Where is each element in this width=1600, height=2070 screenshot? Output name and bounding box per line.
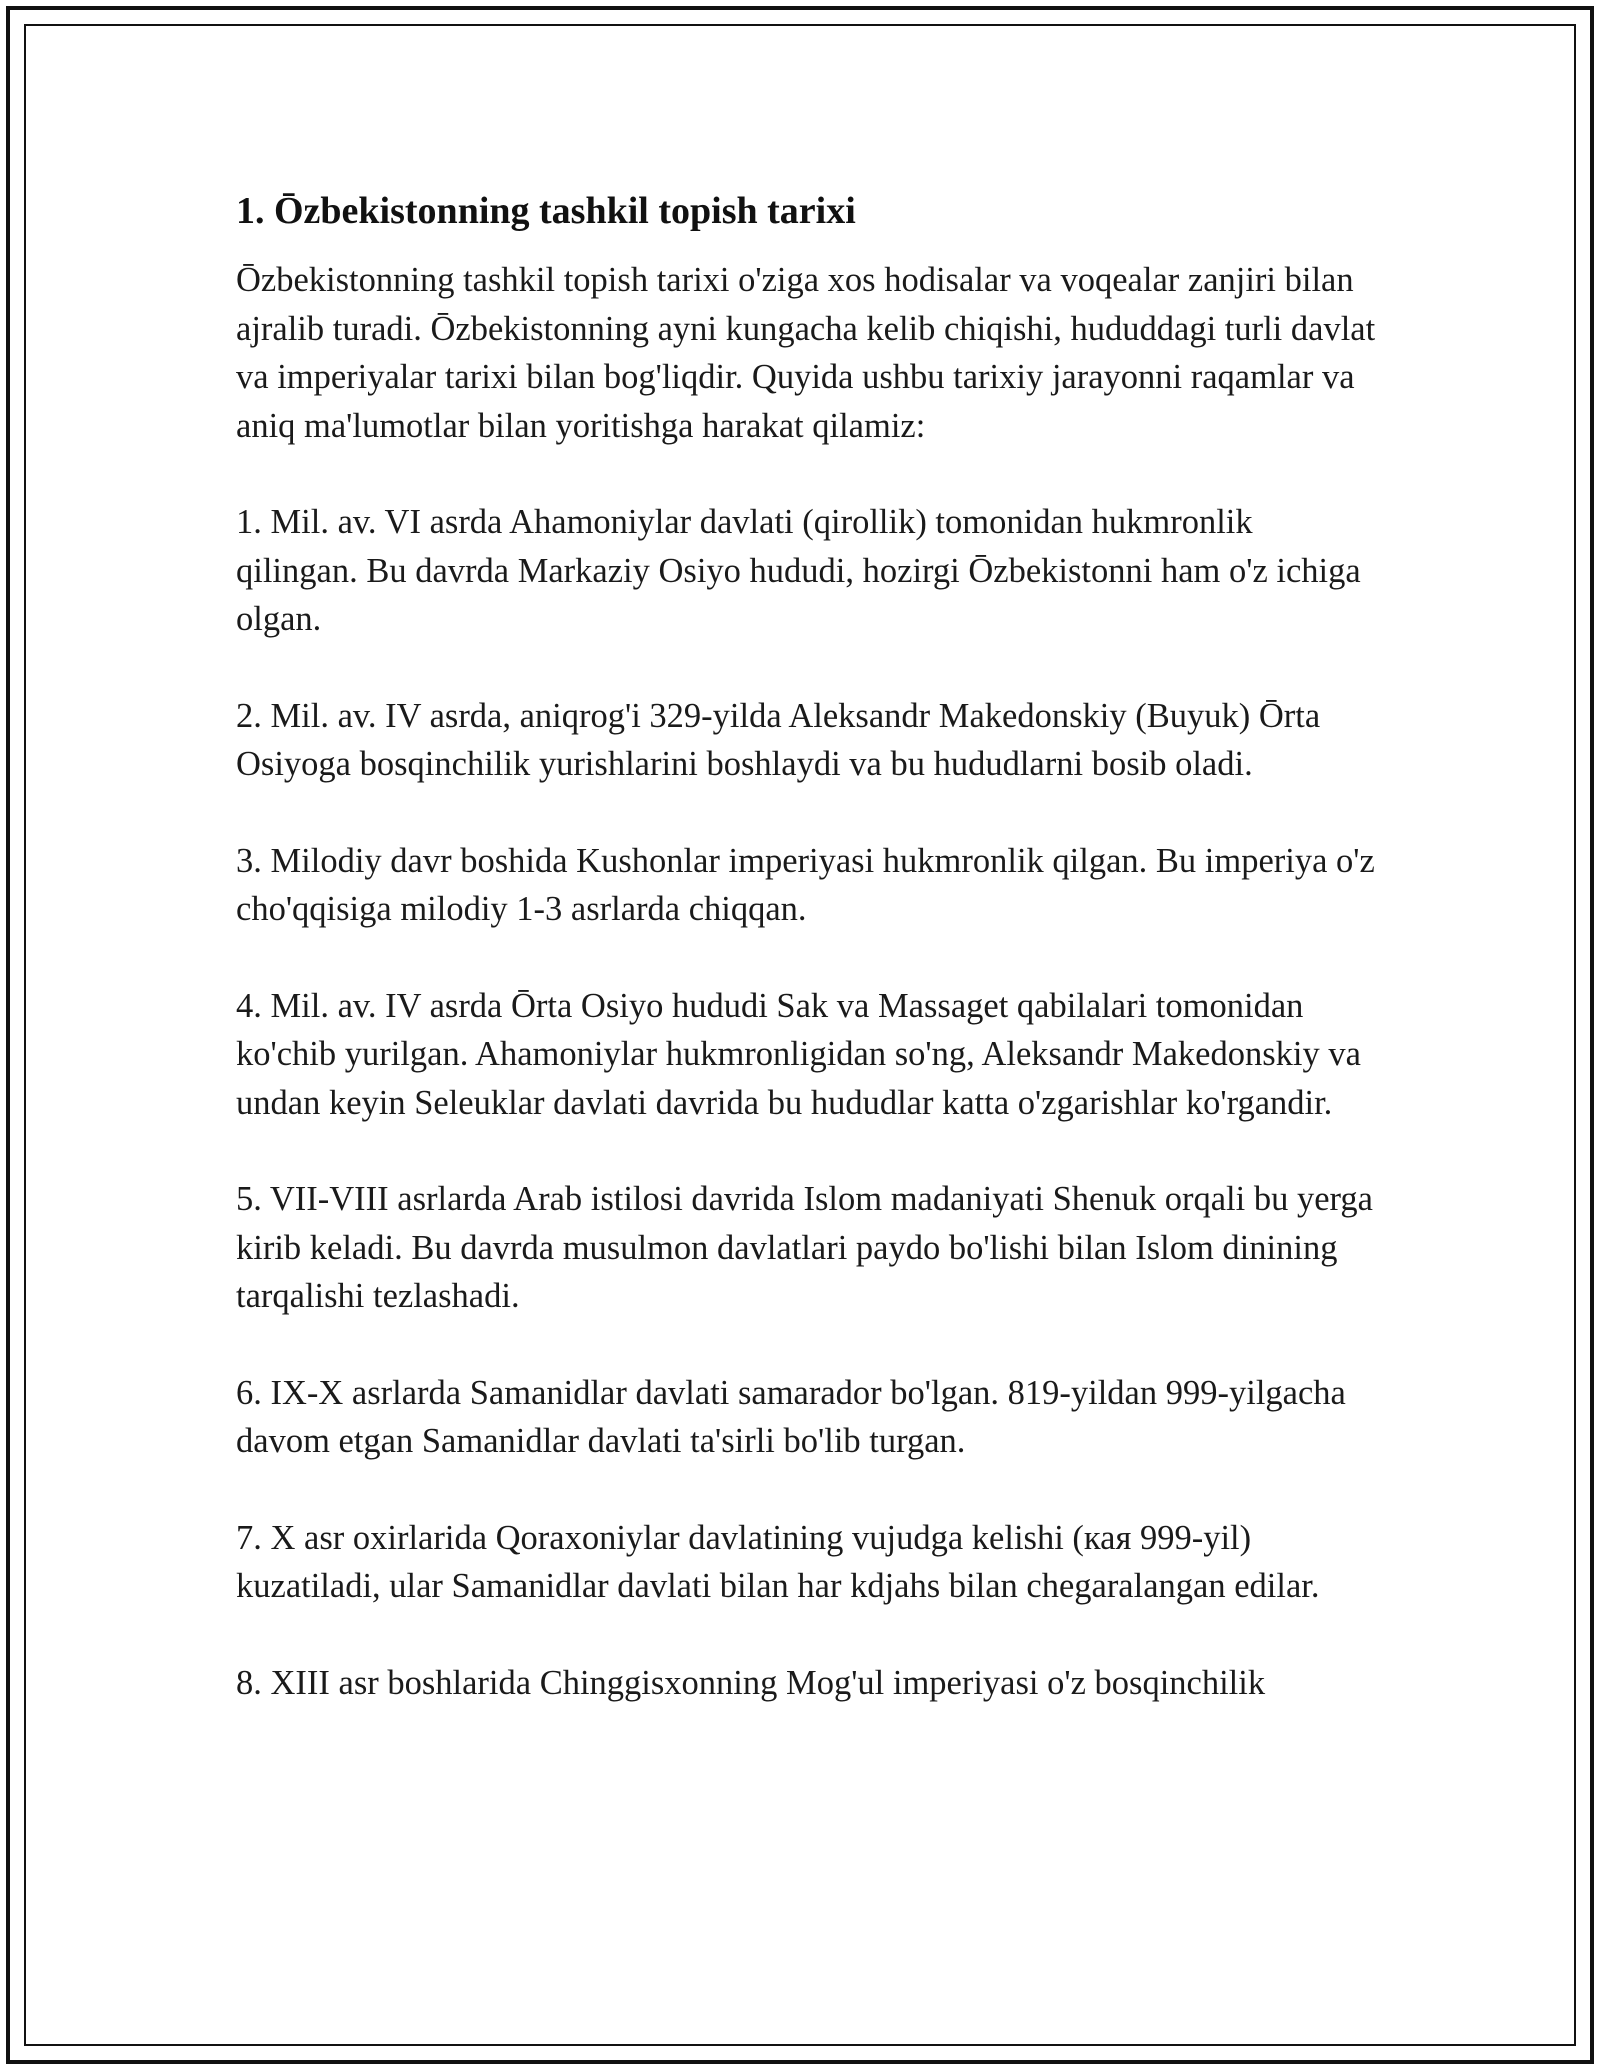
list-item-4: 4. Mil. av. IV asrda Ōrta Osiyo hududi Sak va Massaget qabilalari tomonidan ko'chib yurilgan. Ahamoniylar hukmronligidan so'ng, Aleksandr Makedonskiy va undan keyin Seleuklar davlati davrida bu hududlar katta o'zgarishlar ko'rgandir. [236,986,1361,1122]
list-item-5: 5. VII-VIII asrlarda Arab istilosi davrida Islom madaniyati Shenuk orqali bu yerga kirib keladi. Bu davrda musulmon davlatlari paydo bo'lishi bilan Islom dinining tarqalishi tezlashadi. [236,1180,1373,1315]
list-item-8: 8. XIII asr boshlarida Chinggisxonning Mog'ul imperiyasi o'z bosqinchilik [236,1663,1266,1702]
list-item-2: 2. Mil. av. IV asrda, aniqrog'i 329-yilda Aleksandr Makedonskiy (Buyuk) Ōrta Osiyoga bosqinchilik yurishlarini boshlaydi va bu hududlarni bosib oladi. [236,696,1321,783]
list-item-6: 6. IX-X asrlarda Samanidlar davlati samarador bo'lgan. 819-yildan 999-yilgacha davom etgan Samanidlar davlati ta'sirli bo'lib turgan. [236,1373,1346,1460]
document-body [236,256,1376,1707]
list-item-7: 7. X asr oxirlarida Qoraxoniylar davlatining vujudga kelishi (кая 999-yil) kuzatiladi, ular Samanidlar davlati bilan har kdjahs bilan chegaralangan edilar. [236,1518,1320,1605]
document-content [236,186,1376,1755]
list-item-3: 3. Milodiy davr boshida Kushonlar imperiyasi hukmronlik qilgan. Bu imperiya o'z cho'qqisiga milodiy 1-3 asrlarda chiqqan. [236,841,1375,928]
list-item-1: 1. Mil. av. VI asrda Ahamoniylar davlati (qirollik) tomonidan hukmronlik qilingan. Bu davrda Markaziy Osiyo hududi, hozirgi Ōzbekistonni ham o'z ichiga olgan. [236,503,1361,638]
document-title: 1. Ōzbekistonning tashkil topish tarixi [236,190,856,232]
intro-paragraph: Ōzbekistonning tashkil topish tarixi o'ziga xos hodisalar va voqealar zanjiri bilan ajralib turadi. Ōzbekistonning ayni kungacha kelib chiqishi, hududdagi turli davlat va imperiyalar tarixi bilan bog'liqdir. Quyida ushbu tarixiy jarayonni raqamlar va aniq ma'lumotlar bilan yoritishga harakat qilamiz: [236,261,1376,445]
